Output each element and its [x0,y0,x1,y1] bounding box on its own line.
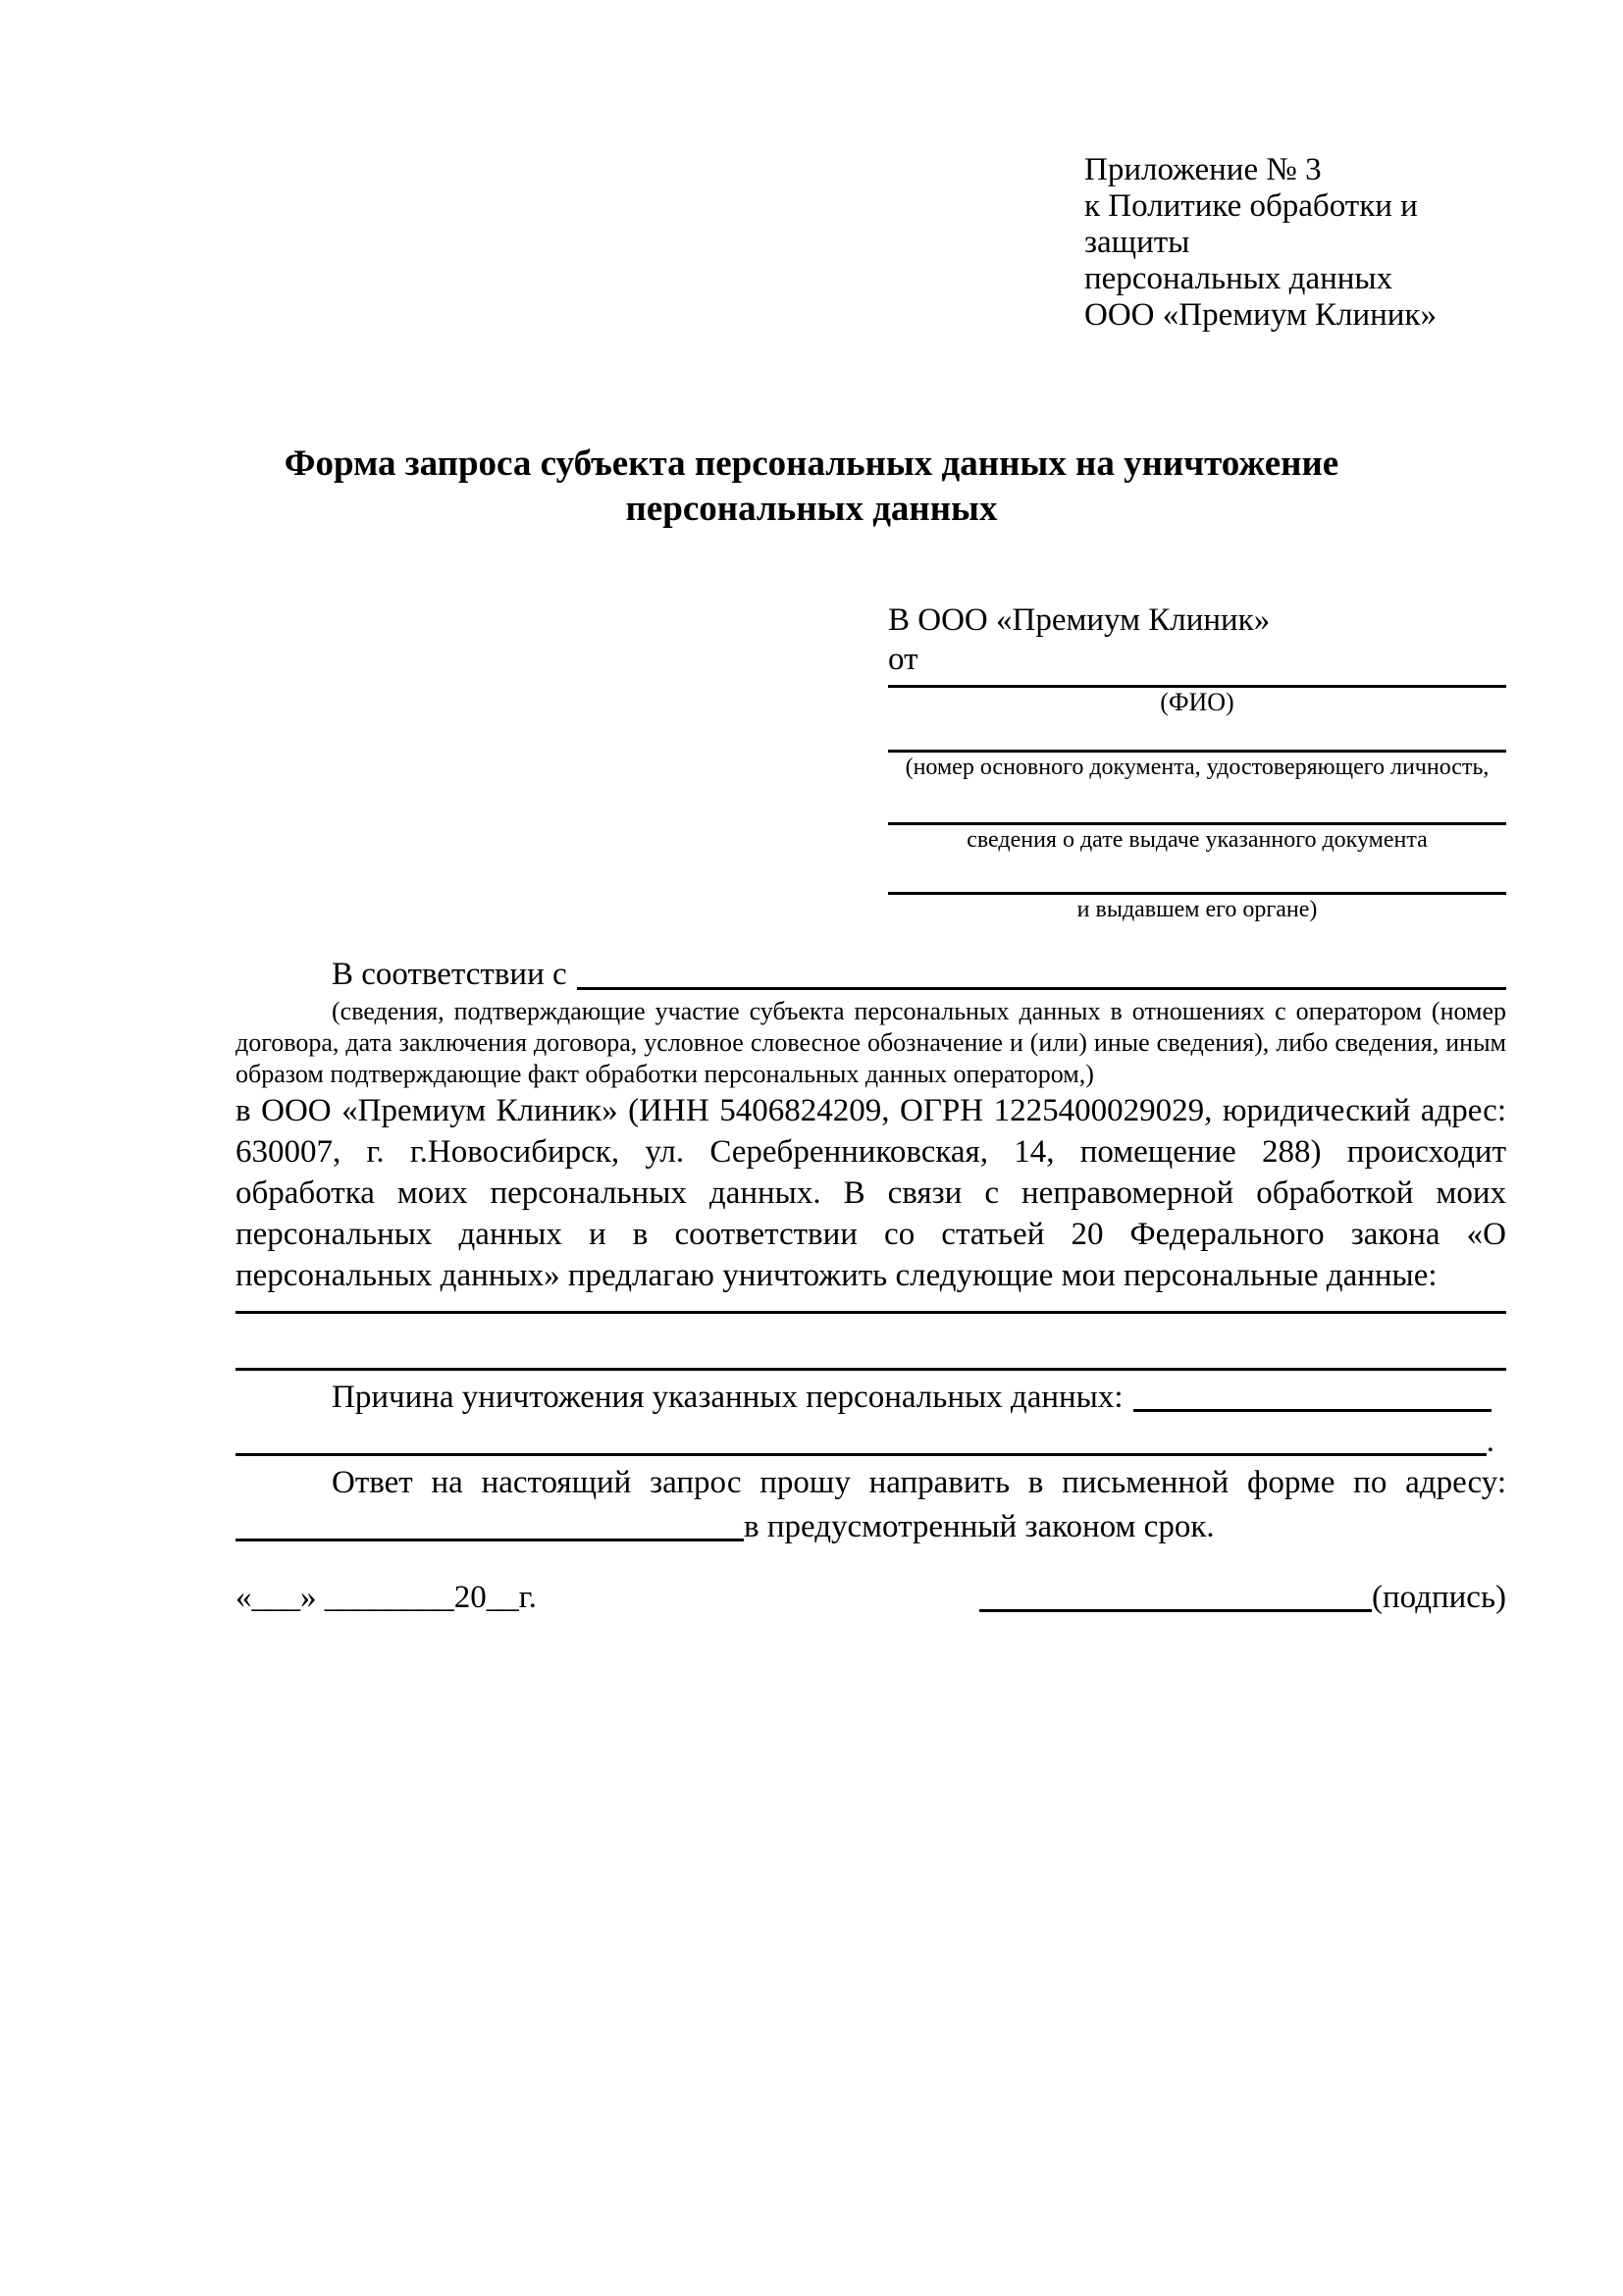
date-placeholder: «___» ________20__г. [236,1580,537,1615]
signature-group [979,1577,1506,1618]
reason-blank-line-2 [236,1453,1487,1456]
signature-caption: (подпись) [1372,1580,1506,1615]
appendix-line-1: Приложение № 3 [1084,152,1322,187]
response-request-text: Ответ на настоящий запрос прошу направить в письменной форме по адресу: [332,1465,1506,1500]
main-paragraph: в ООО «Премиум Клиник» (ИНН 5406824209, ОГРН 1225400029029, юридический адрес: 630007, г. г.Новосибирск, ул. Серебренниковская, 14, помещение 288) происходит обработка моих персональных данных. В связи с неправомерной обработкой моих персональных данных и в соответствии со статьей 20 Федерального закона «О персональных данных» предлагаю уничтожить следующие мои персональные данные: [236,1093,1506,1293]
fio-blank-line [888,679,1506,688]
response-address-row [236,1503,1506,1547]
date-signature-row [236,1577,1506,1618]
response-suffix: в предусмотренный законом срок. [744,1509,1215,1544]
reason-period: . [1486,1424,1494,1459]
accordance-prefix: В соответствии с [332,957,567,992]
reason-row-continuation [236,1418,1494,1462]
reason-row [236,1377,1492,1418]
appendix-line-4: ООО «Премиум Клиник» [1084,297,1437,333]
address-blank-line [236,1539,744,1541]
document-number-caption: (номер основного документа, удостоверяющего личность, [905,755,1490,780]
appendix-header [1084,152,1506,334]
title-wrapper [0,442,1623,532]
addressee-block [888,600,1506,924]
document-number-blank-line [888,717,1506,753]
issuing-authority-blank-line [888,855,1506,895]
issue-date-caption: сведения о дате выдаче указанного документа [967,827,1428,853]
fio-caption: (ФИО) [1160,688,1234,716]
accordance-row [236,954,1506,996]
addressee-from: от [888,642,918,677]
personal-data-blank-line-2 [236,1314,1506,1371]
issuing-authority-caption: и выдавшем его органе) [1076,897,1318,922]
addressee-to: В ООО «Премиум Клиник» [888,602,1271,638]
signature-blank-line [979,1609,1372,1612]
reason-blank-line-1 [1133,1377,1492,1412]
personal-data-blank-line-1 [236,1296,1506,1314]
appendix-line-2: к Политике обработки и защиты [1084,188,1418,260]
accordance-blank-line [577,954,1506,990]
issue-date-blank-line [888,782,1506,825]
document-title: Форма запроса субъекта персональных данных на уничтожение персональных данных [284,444,1339,529]
appendix-line-3: персональных данных [1084,261,1393,296]
reason-label: Причина уничтожения указанных персональных данных: [332,1380,1124,1415]
accordance-footnote: (сведения, подтверждающие участие субъекта персональных данных в отношениях с оператором (номер договора, дата заключения договора, условное словесное обозначение и (или) иные сведения), либо сведения, иным образом подтверждающие факт обработки персональных данных оператором,) [236,997,1506,1088]
